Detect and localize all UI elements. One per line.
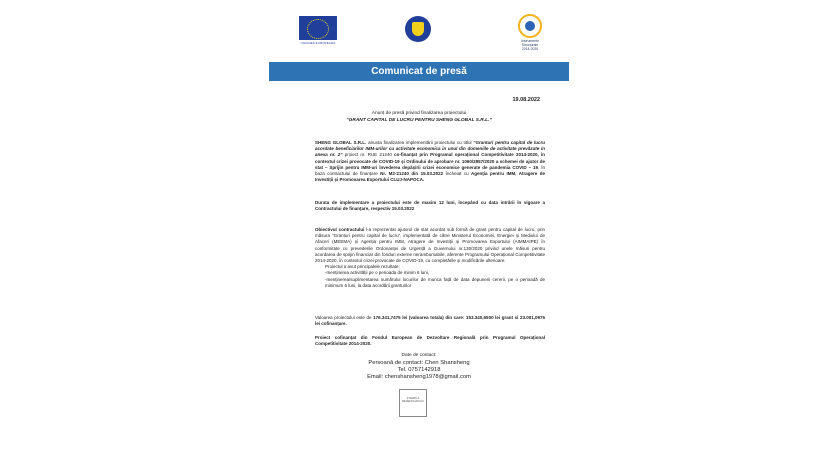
contact-person: Persoană de contact: Chen Shansheng	[368, 360, 470, 366]
eu-flag-logo	[299, 16, 337, 44]
paragraph-announcement: SHENG GLOBAL S.R.L. anunta finalizarea implementării proiectului cu titlul “Granturi pentru capital de lucru acordate beneficiarilor IMM-urilor cu activitate economica in unul din domeniile de activitate prevăzute in anexa nr. 2” proiect nr. RUE 21240 co-finanțat prin Programul operațional Competitivitate 2014-2020, în contextul crizei provocate de COVID-19 și Ordinului de aprobare nr. 1060/2857/2020 a schemei de ajutor de stat – Sprijin pentru IMM-uri învederea depășirii crizei economice generate de pandemia COVID – 19, în baza contractului de finanțare Nr. M2-21240 din 15.03.2022 încheiat cu Agenția pentru IMM, Atragere de Investiții și Promovarea Exportului CLUJ-NAPOCA.	[315, 140, 546, 183]
eu-flag-icon	[299, 16, 337, 40]
project-value: 176.341,7475 lei (valoarea totala) din care: 153.340,6500 lei grant si 23.001,0975 lei cofinanțare.	[315, 315, 546, 327]
heading-project-title: “GRANT CAPITAL DE LUCRU PENTRU SHENG GLOBAL S.R.L.”	[346, 118, 492, 123]
paragraph-objective: Obiectivul contractului l-a reprezentat ajutorul de stat acordat sub formă de grant pentru capital de lucru, prin măsura “Granturi pentru capital de lucru”, implementată de către Ministerul Economiei, Energiei și Mediului de Afaceri (MEEMA) și Agenția pentru IMM, Atragere de Investiții și Promovarea Exportului (AIMMAIPE) în conformitate cu prevederile Ordonanței de Urgență a Guvernului nr.130/2020 privind unele măsuri pentru acordarea de sprijin financiar din fonduri externe nerambursabile, aferente Programului Operațional Competitivitate 2014-2020, în contextul crizei provocate de COVID-19, cu completările și modificările ulterioare. Proiectul a avut principalele rezultate: -menținerea activității pe o perioada de minim 6 luni, -menținerea/suplimentarea numărului locurilor de munca față de data depunerii cererii, pe o perioadă de minimum 6 luni, la data acordării granturilor	[315, 227, 545, 288]
contract-number: Nr. M2-21240 din 15.03.2022	[380, 171, 444, 177]
beneficiary-stamp-box	[399, 389, 427, 417]
press-release-page	[243, 0, 595, 450]
project-title-italic: “Granturi pentru capital de lucru acordate beneficiarilor IMM-urilor cu activitate economica in unul din domeniile de activitate prevăzute in anexa nr. 2”	[315, 140, 546, 158]
result-item: -menținerea activității pe o perioada de minim 6 luni,	[325, 270, 430, 276]
paragraph-value: Valoarea proiectului este de 176.341,7475 lei (valoarea totala) din care: 153.340,6500 lei grant si 23.001,0975 lei cofinanțare.	[315, 315, 546, 327]
romanian-government-logo	[405, 16, 431, 42]
if-caption-line1: Instrumente Structurale	[521, 39, 539, 47]
paragraph-duration: Durata de implementare a proiectului este de maxim 12 luni, începând cu data intrării în vigoare a Contractului de finanțare, respectiv 15.03.2022	[315, 200, 545, 212]
coat-of-arms-icon	[412, 22, 424, 36]
sun-icon	[518, 14, 542, 38]
stamp-label: ŞTAMPILA BENEFICIARULUI	[402, 397, 424, 403]
structural-instruments-logo	[515, 14, 545, 51]
contact-label: Date de contact:	[401, 353, 437, 358]
objective-label: Obiectivul contractului	[315, 227, 365, 232]
if-caption-line2: 2014-2020	[521, 47, 539, 51]
result-item: -menținerea/suplimentarea numărului locurilor de munca față de data depunerii cererii, pe o perioadă de minimum 6 luni, la data acordării granturilor	[325, 276, 545, 288]
paragraph-cofinancing: Proiect cofinanțat din Fondul European de Dezvoltare Regională prin Programul Operațional Competitivitate 2014-2020.	[315, 335, 545, 347]
release-date: 19.08.2022	[512, 97, 540, 103]
heading-line1: Anunț de presă privind finalizarea proiectului	[371, 111, 467, 116]
press-release-banner: Comunicat de presă	[269, 62, 569, 81]
eu-logo-caption: UNIUNEA EUROPEANĂ	[300, 41, 336, 45]
contact-email: Email: chenshansheng1978@gmail.com	[367, 374, 471, 380]
results-intro: Proiectul a avut principalele rezultate:	[325, 264, 400, 270]
contact-phone: Tel. 0757142918	[397, 367, 441, 373]
agency-name: Agenția pentru IMM, Atragere de Investiții și Promovarea Exportului CLUJ-NAPOCA.	[315, 171, 546, 183]
company-name: SHENG GLOBAL S.R.L.	[315, 140, 367, 145]
